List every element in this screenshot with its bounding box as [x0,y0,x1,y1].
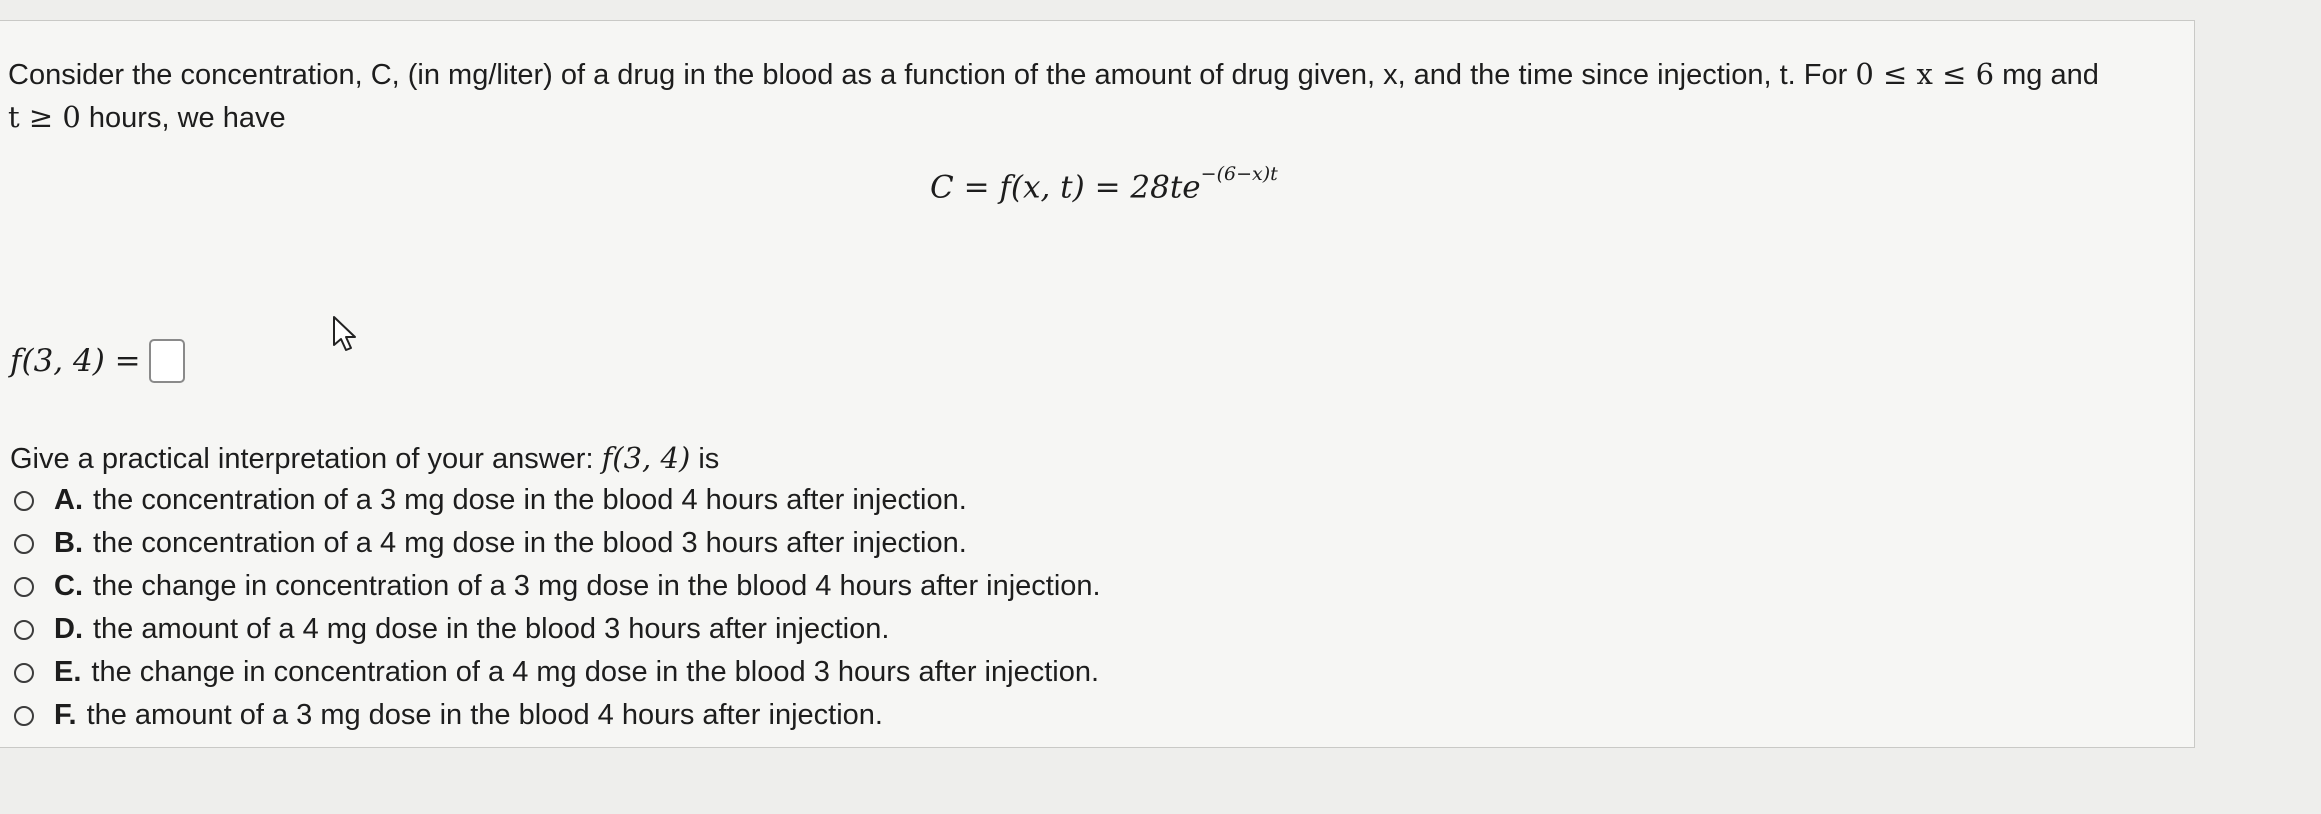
option-a[interactable] [14,479,1101,522]
option-text: the change in concentration of a 3 mg dose in the blood 4 hours after injection. [93,570,1101,602]
interpretation-prompt [10,441,719,476]
option-letter: C. [54,570,83,602]
option-text: the amount of a 3 mg dose in the blood 4 hours after injection. [86,699,883,731]
question-intro [8,53,2168,139]
prompt-is: is [698,443,720,475]
radio-unselected-icon[interactable] [14,534,34,554]
option-text: the change in concentration of a 4 mg dose in the blood 3 hours after injection. [91,656,1100,688]
question-panel [0,20,2195,748]
answer-input[interactable] [149,339,185,383]
prompt-expression: f(3, 4) [601,441,691,475]
formula-exponent: −(6−x)t [1200,163,1278,185]
option-letter: A. [54,484,83,516]
radio-unselected-icon[interactable] [14,706,34,726]
option-e[interactable] [14,651,1101,694]
option-letter: F. [54,699,77,731]
formula-main: C = f(x, t) = 28te [930,169,1201,206]
domain-t: t ≥ 0 [8,100,81,134]
unit-text: mg and [2002,59,2099,91]
radio-unselected-icon[interactable] [14,620,34,640]
option-letter: E. [54,656,82,688]
answer-row [10,339,185,383]
option-c[interactable] [14,565,1101,608]
option-f[interactable] [14,694,1101,737]
concentration-formula [930,163,1278,206]
radio-unselected-icon[interactable] [14,491,34,511]
option-text: the concentration of a 3 mg dose in the blood 4 hours after injection. [93,484,967,516]
option-text: the concentration of a 4 mg dose in the blood 3 hours after injection. [93,527,967,559]
intro-text: Consider the concentration, C, (in mg/liter) of a drug in the blood as a function of the amount of drug given, x, and the time since injection, t. For [8,59,1848,91]
option-letter: B. [54,527,83,559]
option-letter: D. [54,613,83,645]
answer-options [14,479,1101,737]
mouse-pointer-icon [330,315,362,355]
option-b[interactable] [14,522,1101,565]
prompt-text: Give a practical interpretation of your answer: [10,443,594,475]
domain-x: 0 ≤ x ≤ 6 [1855,57,1995,91]
intro-tail: hours, we have [88,102,286,134]
option-text: the amount of a 4 mg dose in the blood 3 hours after injection. [93,613,890,645]
radio-unselected-icon[interactable] [14,663,34,683]
radio-unselected-icon[interactable] [14,577,34,597]
answer-label: f(3, 4) = [10,343,141,379]
option-d[interactable] [14,608,1101,651]
